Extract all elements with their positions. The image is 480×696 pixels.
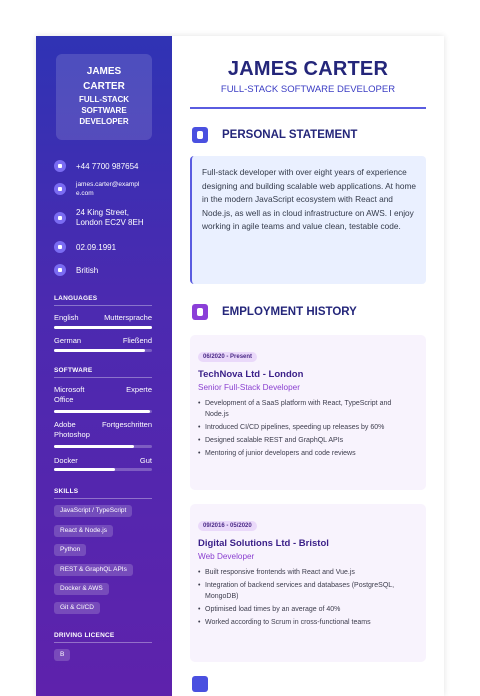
job-bullets — [198, 567, 416, 628]
job-entry — [190, 504, 426, 662]
job-bullet: • Optimised load times by an average of 40% — [198, 604, 416, 615]
language-row — [54, 336, 152, 345]
page-title: JAMES CARTER — [227, 58, 389, 80]
software-name: Docker — [54, 456, 78, 465]
skill-tag: Docker & AWS — [54, 583, 109, 595]
personal-statement: Full-stack developer with over eight years of experience designing and building scalable web applications. At home in the modern JavaScript ecosystem with React and Node.js, as well as in cloud infrastructure on AWS. I enjoy working in agile teams and value clean, testable code. — [190, 156, 426, 284]
resume-page — [36, 36, 444, 696]
contact-email-text: james.carter@exampl e.com — [76, 181, 140, 197]
job-bullet: • Designed scalable REST and GraphQL APIs — [198, 435, 416, 446]
job-bullet: • Integration of backend services and databases (PostgreSQL, MongoDB) — [198, 580, 416, 602]
job-company: Digital Solutions Ltd - Bristol — [198, 538, 329, 549]
language-bar — [54, 349, 152, 352]
job-company: TechNova Ltd - London — [198, 369, 304, 380]
next-section-icon — [192, 676, 208, 692]
software-row — [54, 385, 152, 405]
job-bullet: • Introduced CI/CD pipelines, speeding up releases by 60% — [198, 422, 416, 433]
language-level: Muttersprache — [104, 313, 152, 322]
contact-nationality — [54, 264, 98, 276]
language-row — [54, 313, 152, 322]
job-bullet: • Mentoring of junior developers and code reviews — [198, 448, 416, 459]
software-name: Adobe Photoshop — [54, 420, 90, 439]
phone-icon — [54, 160, 66, 172]
software-bar — [54, 445, 152, 448]
main-content — [172, 36, 444, 696]
contact-birthdate — [54, 241, 116, 253]
job-bullets — [198, 398, 416, 459]
skills-heading: SKILLS — [54, 488, 79, 495]
contact-email — [54, 180, 139, 198]
name-last: CARTER — [83, 81, 125, 92]
personal-statement-heading: PERSONAL STATEMENT — [222, 129, 358, 141]
job-bullet: • Built responsive frontends with React and Vue.js — [198, 567, 416, 578]
sidebar — [36, 36, 172, 696]
title-divider — [190, 107, 426, 109]
software-level: Fortgeschritten — [101, 420, 152, 429]
contact-address-text: 24 King Street, London EC2V 8EH — [76, 208, 144, 227]
contact-birthdate-text: 02.09.1991 — [76, 242, 117, 252]
job-bullet: • Worked according to Scrum in cross-functional teams — [198, 617, 416, 628]
contact-address — [54, 208, 144, 228]
software-bar — [54, 410, 152, 413]
language-name: English — [54, 313, 79, 322]
employment-heading: EMPLOYMENT HISTORY — [222, 306, 357, 318]
divider — [54, 498, 152, 499]
software-level: Experte — [126, 385, 152, 394]
name-box — [56, 54, 152, 140]
software-row — [54, 420, 152, 440]
contact-phone-text: +44 7700 987654 — [76, 161, 139, 171]
skill-tag: Git & CI/CD — [54, 602, 100, 614]
language-level: Fließend — [122, 336, 152, 345]
job-date: 09/2016 - 05/2020 — [198, 521, 257, 531]
job-role: Senior Full-Stack Developer — [198, 383, 300, 392]
contact-phone — [54, 160, 139, 172]
divider — [54, 642, 152, 643]
skill-tag: JavaScript / TypeScript — [54, 505, 132, 517]
software-heading: SOFTWARE — [54, 367, 93, 374]
divider — [54, 305, 152, 306]
job-role: Web Developer — [198, 552, 255, 561]
software-name: Microsoft Office — [54, 385, 85, 404]
licence-tag: B — [54, 649, 70, 661]
job-entry — [190, 335, 426, 490]
calendar-icon — [54, 241, 66, 253]
divider — [54, 377, 152, 378]
role-line: DEVELOPER — [79, 117, 129, 126]
languages-heading: LANGUAGES — [54, 295, 98, 302]
role-line: SOFTWARE — [81, 106, 127, 115]
skill-tag: React & Node.js — [54, 525, 113, 537]
name-first: JAMES — [86, 66, 122, 77]
flag-icon — [54, 264, 66, 276]
skill-tag: Python — [54, 544, 86, 556]
driving-heading: DRIVING LICENCE — [54, 632, 115, 639]
job-bullet: • Development of a SaaS platform with React, TypeScript and Node.js — [198, 398, 416, 420]
person-icon — [192, 127, 208, 143]
contact-nationality-text: British — [76, 265, 99, 275]
language-name: German — [54, 336, 82, 345]
language-bar — [54, 326, 152, 329]
briefcase-icon — [192, 304, 208, 320]
email-icon — [54, 183, 66, 195]
page-subtitle: FULL-STACK SOFTWARE DEVELOPER — [220, 84, 396, 95]
skill-tag: REST & GraphQL APIs — [54, 564, 133, 576]
software-bar — [54, 468, 152, 471]
location-icon — [54, 212, 66, 224]
software-level: Gut — [139, 456, 152, 465]
job-date: 06/2020 - Present — [198, 352, 257, 362]
role-line: FULL-STACK — [78, 95, 130, 104]
software-row — [54, 456, 152, 465]
